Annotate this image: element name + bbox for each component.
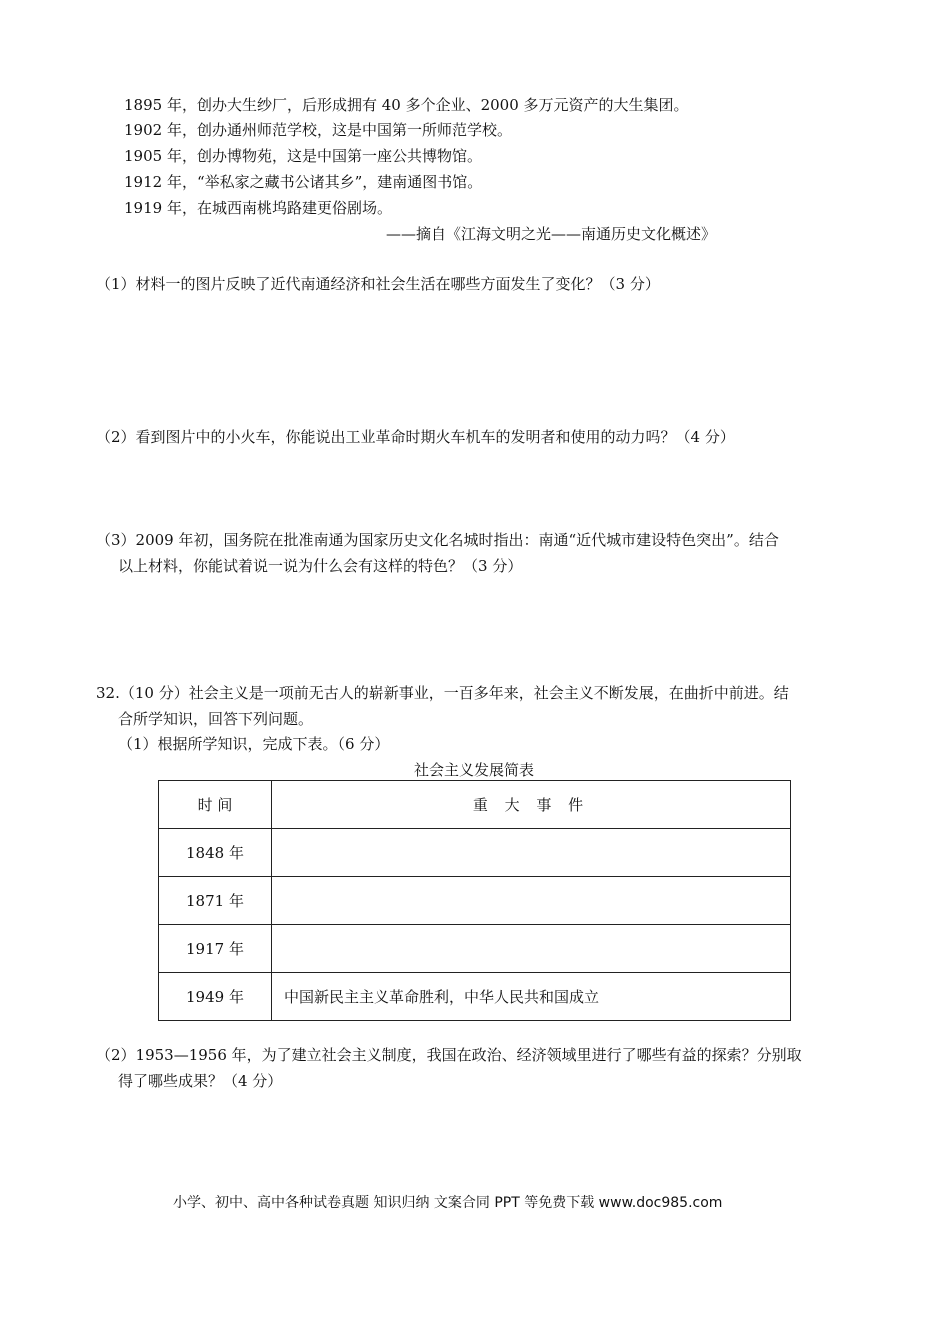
timeline-item-1912: 1912 年，“举私家之藏书公诸其乡”，建南通图书馆。 (124, 173, 483, 191)
table-title: 社会主义发展简表 (414, 761, 535, 779)
question-31-1: （1）材料一的图片反映了近代南通经济和社会生活在哪些方面发生了变化？（3 分） (96, 275, 660, 293)
row-event-blank (272, 877, 791, 925)
row-year: 1917 年 (159, 925, 272, 973)
row-event-blank (272, 829, 791, 877)
table-header-row (159, 781, 791, 829)
question-32-2-line2: 得了哪些成果？（4 分） (118, 1072, 283, 1090)
table-row (159, 829, 791, 877)
timeline-item-1919: 1919 年，在城西南桃坞路建更俗剧场。 (124, 199, 392, 217)
table-row (159, 925, 791, 973)
header-event: 重 大 事 件 (272, 781, 791, 829)
table-row (159, 973, 791, 1021)
question-31-2: （2）看到图片中的小火车，你能说出工业革命时期火车机车的发明者和使用的动力吗？（4 分） (96, 428, 735, 446)
row-year: 1848 年 (159, 829, 272, 877)
page-footer: 小学、初中、高中各种试卷真题 知识归纳 文案合同 PPT 等免费下载 www.doc985.com (173, 1195, 723, 1211)
question-32-line2: 合所学知识，回答下列问题。 (118, 710, 314, 728)
header-time: 时 间 (159, 781, 272, 829)
timeline-item-1902: 1902 年，创办通州师范学校，这是中国第一所师范学校。 (124, 121, 512, 139)
table-row (159, 877, 791, 925)
row-year: 1871 年 (159, 877, 272, 925)
question-32-1: （1）根据所学知识，完成下表。（6 分） (118, 735, 390, 753)
row-event: 中国新民主主义革命胜利，中华人民共和国成立 (272, 973, 791, 1021)
timeline-item-1905: 1905 年，创办博物苑，这是中国第一座公共博物馆。 (124, 147, 482, 165)
timeline-item-1895: 1895 年，创办大生纱厂，后形成拥有 40 多个企业、2000 多万元资产的大生集团。 (124, 96, 689, 114)
row-year: 1949 年 (159, 973, 272, 1021)
question-31-3-line2: 以上材料，你能试着说一说为什么会有这样的特色？（3 分） (118, 557, 523, 575)
question-32-line1: 32.（10 分）社会主义是一项前无古人的崭新事业，一百多年来，社会主义不断发展，在曲折中前进。结 (96, 684, 789, 702)
question-31-3-line1: （3）2009 年初，国务院在批准南通为国家历史文化名城时指出：南通“近代城市建设特色突出”。结合 (96, 531, 779, 549)
source-citation: ——摘自《江海文明之光——南通历史文化概述》 (386, 225, 717, 243)
question-32-2-line1: （2）1953—1956 年，为了建立社会主义制度，我国在政治、经济领域里进行了哪些有益的探索？分别取 (96, 1046, 802, 1064)
row-event-blank (272, 925, 791, 973)
socialism-development-table (158, 780, 791, 1021)
